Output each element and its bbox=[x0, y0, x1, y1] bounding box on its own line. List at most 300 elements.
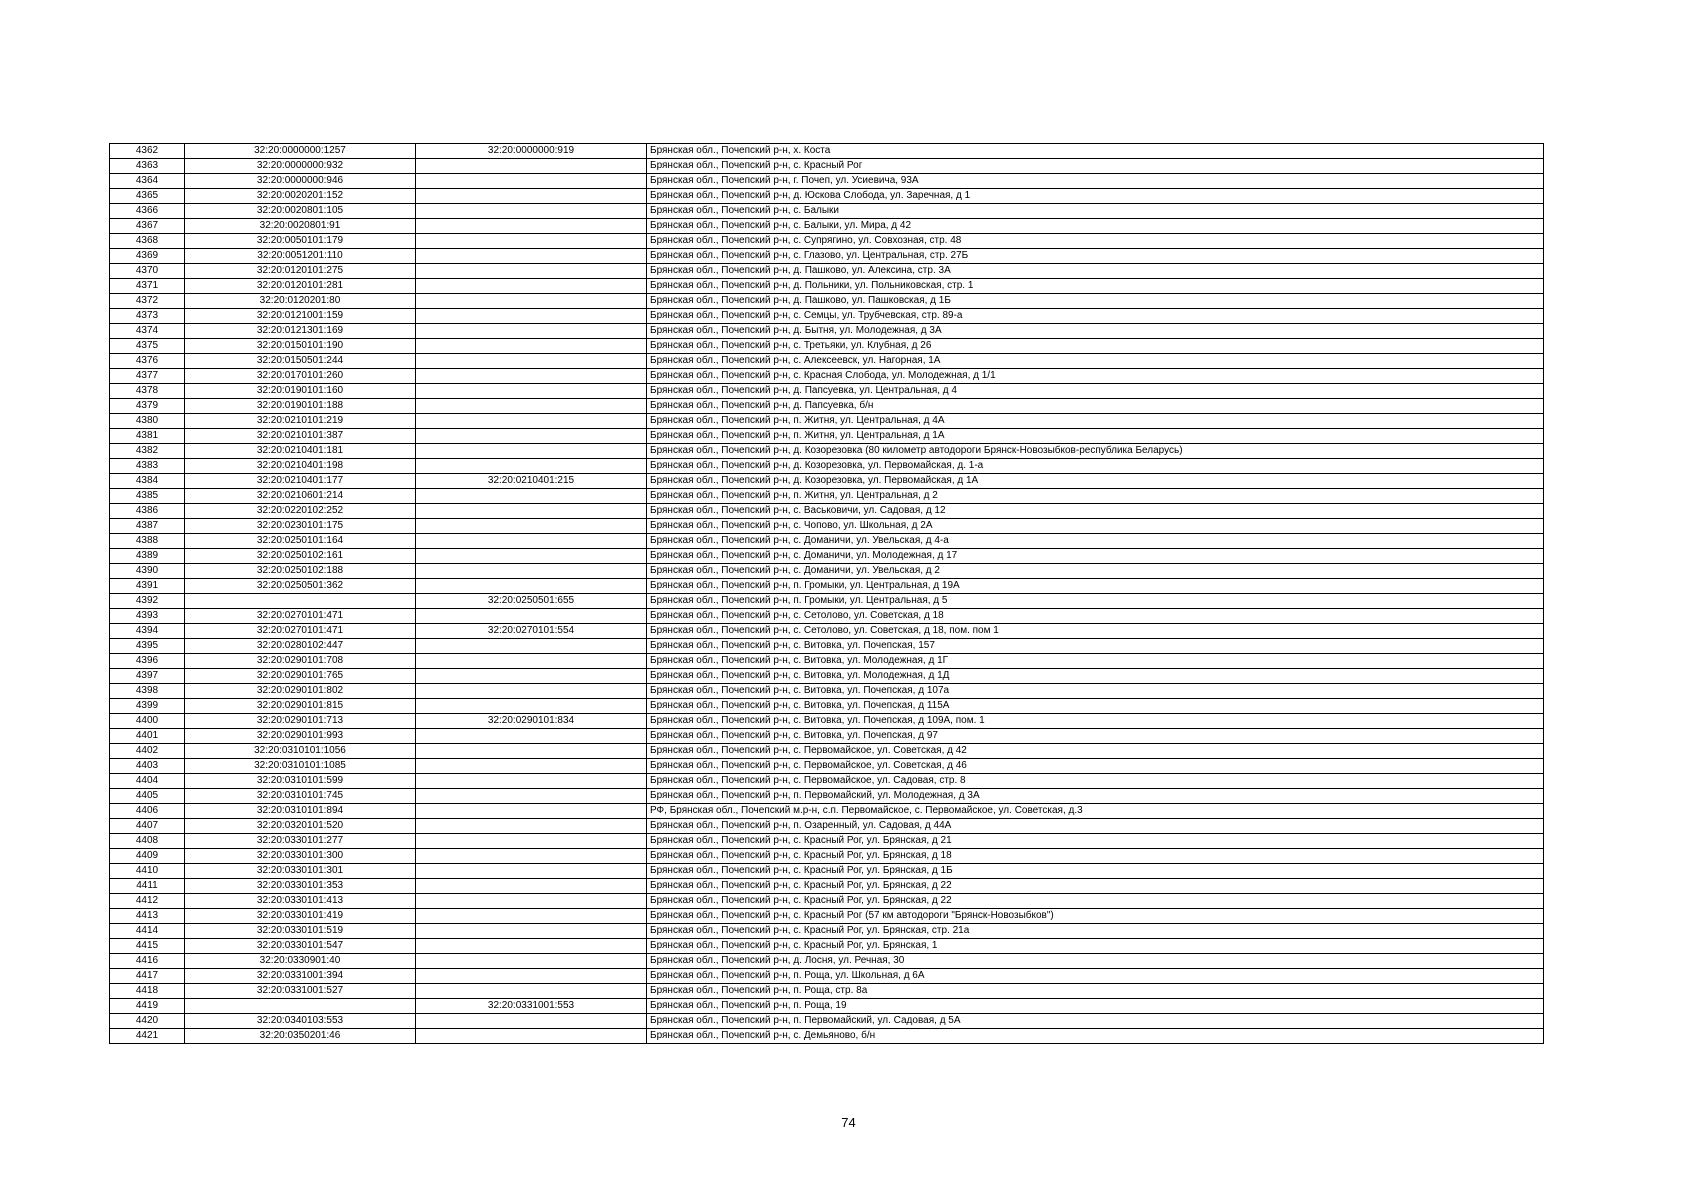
table-row bbox=[110, 489, 1544, 504]
related-cadastral-number-cell bbox=[416, 669, 647, 684]
table-row bbox=[110, 249, 1544, 264]
row-number-cell: 4399 bbox=[110, 699, 185, 714]
row-number-cell: 4394 bbox=[110, 624, 185, 639]
address-cell: Брянская обл., Почепский р-н, с. Доманичи, ул. Молодежная, д 17 bbox=[647, 549, 1544, 564]
related-cadastral-number-cell bbox=[416, 819, 647, 834]
address-cell: Брянская обл., Почепский р-н, с. Красный Рог, ул. Брянская, д 21 bbox=[647, 834, 1544, 849]
cadastral-number-cell: 32:20:0331001:527 bbox=[185, 984, 416, 999]
cadastral-number-cell: 32:20:0330101:277 bbox=[185, 834, 416, 849]
cadastral-number-cell: 32:20:0210401:181 bbox=[185, 444, 416, 459]
address-cell: Брянская обл., Почепский р-н, д. Бытня, ул. Молодежная, д 3А bbox=[647, 324, 1544, 339]
address-cell: Брянская обл., Почепский р-н, с. Третьяки, ул. Клубная, д 26 bbox=[647, 339, 1544, 354]
cadastral-number-cell: 32:20:0330901:40 bbox=[185, 954, 416, 969]
cadastral-number-cell: 32:20:0290101:802 bbox=[185, 684, 416, 699]
cadastral-number-cell: 32:20:0330101:519 bbox=[185, 924, 416, 939]
address-cell: Брянская обл., Почепский р-н, х. Коста bbox=[647, 144, 1544, 159]
row-number-cell: 4403 bbox=[110, 759, 185, 774]
cadastral-number-cell: 32:20:0120101:275 bbox=[185, 264, 416, 279]
address-cell: Брянская обл., Почепский р-н, д. Польники, ул. Польниковская, стр. 1 bbox=[647, 279, 1544, 294]
row-number-cell: 4362 bbox=[110, 144, 185, 159]
row-number-cell: 4363 bbox=[110, 159, 185, 174]
address-cell: РФ, Брянская обл., Почепский м.р-н, с.п. Первомайское, с. Первомайское, ул. Советская, д.3 bbox=[647, 804, 1544, 819]
table-row bbox=[110, 789, 1544, 804]
related-cadastral-number-cell bbox=[416, 429, 647, 444]
table-row bbox=[110, 834, 1544, 849]
cadastral-number-cell: 32:20:0310101:599 bbox=[185, 774, 416, 789]
related-cadastral-number-cell: 32:20:0290101:834 bbox=[416, 714, 647, 729]
table-row bbox=[110, 414, 1544, 429]
related-cadastral-number-cell bbox=[416, 774, 647, 789]
cadastral-number-cell: 32:20:0121001:159 bbox=[185, 309, 416, 324]
table-row bbox=[110, 399, 1544, 414]
related-cadastral-number-cell bbox=[416, 339, 647, 354]
table-row bbox=[110, 654, 1544, 669]
table-row bbox=[110, 234, 1544, 249]
cadastral-number-cell: 32:20:0210101:219 bbox=[185, 414, 416, 429]
row-number-cell: 4369 bbox=[110, 249, 185, 264]
row-number-cell: 4396 bbox=[110, 654, 185, 669]
row-number-cell: 4387 bbox=[110, 519, 185, 534]
cadastral-number-cell: 32:20:0250101:164 bbox=[185, 534, 416, 549]
address-cell: Брянская обл., Почепский р-н, п. Роща, 19 bbox=[647, 999, 1544, 1014]
address-cell: Брянская обл., Почепский р-н, с. Красный Рог, ул. Брянская, д 1Б bbox=[647, 864, 1544, 879]
address-cell: Брянская обл., Почепский р-н, с. Красный Рог, ул. Брянская, стр. 21а bbox=[647, 924, 1544, 939]
cadastral-number-cell: 32:20:0020801:105 bbox=[185, 204, 416, 219]
row-number-cell: 4397 bbox=[110, 669, 185, 684]
related-cadastral-number-cell bbox=[416, 684, 647, 699]
address-cell: Брянская обл., Почепский р-н, п. Озаренный, ул. Садовая, д 44А bbox=[647, 819, 1544, 834]
table-row bbox=[110, 759, 1544, 774]
row-number-cell: 4385 bbox=[110, 489, 185, 504]
cadastral-number-cell: 32:20:0250501:362 bbox=[185, 579, 416, 594]
address-cell: Брянская обл., Почепский р-н, с. Красный Рог, ул. Брянская, д 22 bbox=[647, 879, 1544, 894]
table-row bbox=[110, 819, 1544, 834]
related-cadastral-number-cell bbox=[416, 894, 647, 909]
cadastral-number-cell: 32:20:0280102:447 bbox=[185, 639, 416, 654]
address-cell: Брянская обл., Почепский р-н, д. Козорезовка (80 километр автодороги Брянск-Новозыбков-республика Беларусь) bbox=[647, 444, 1544, 459]
address-cell: Брянская обл., Почепский р-н, с. Первомайское, ул. Советская, д 46 bbox=[647, 759, 1544, 774]
row-number-cell: 4364 bbox=[110, 174, 185, 189]
cadastral-number-cell: 32:20:0331001:394 bbox=[185, 969, 416, 984]
cadastral-number-cell: 32:20:0121301:169 bbox=[185, 324, 416, 339]
address-cell: Брянская обл., Почепский р-н, п. Громыки, ул. Центральная, д 19А bbox=[647, 579, 1544, 594]
table-row bbox=[110, 999, 1544, 1014]
related-cadastral-number-cell: 32:20:0210401:215 bbox=[416, 474, 647, 489]
row-number-cell: 4412 bbox=[110, 894, 185, 909]
table-row bbox=[110, 519, 1544, 534]
table-row bbox=[110, 444, 1544, 459]
address-cell: Брянская обл., Почепский р-н, д. Пашково, ул. Пашковская, д 1Б bbox=[647, 294, 1544, 309]
row-number-cell: 4389 bbox=[110, 549, 185, 564]
cadastral-number-cell: 32:20:0210601:214 bbox=[185, 489, 416, 504]
address-cell: Брянская обл., Почепский р-н, с. Красный Рог, ул. Брянская, д 18 bbox=[647, 849, 1544, 864]
row-number-cell: 4366 bbox=[110, 204, 185, 219]
cadastral-number-cell: 32:20:0000000:1257 bbox=[185, 144, 416, 159]
related-cadastral-number-cell bbox=[416, 519, 647, 534]
related-cadastral-number-cell bbox=[416, 789, 647, 804]
address-cell: Брянская обл., Почепский р-н, с. Красный Рог (57 км автодороги "Брянск-Новозыбков") bbox=[647, 909, 1544, 924]
cadastral-number-cell: 32:20:0210401:198 bbox=[185, 459, 416, 474]
address-cell: Брянская обл., Почепский р-н, с. Балыки, ул. Мира, д 42 bbox=[647, 219, 1544, 234]
related-cadastral-number-cell bbox=[416, 174, 647, 189]
row-number-cell: 4388 bbox=[110, 534, 185, 549]
property-registry-table bbox=[109, 143, 1544, 1044]
row-number-cell: 4411 bbox=[110, 879, 185, 894]
cadastral-number-cell: 32:20:0290101:765 bbox=[185, 669, 416, 684]
cadastral-number-cell: 32:20:0290101:708 bbox=[185, 654, 416, 669]
table-row bbox=[110, 714, 1544, 729]
related-cadastral-number-cell bbox=[416, 369, 647, 384]
address-cell: Брянская обл., Почепский р-н, с. Красный Рог, ул. Брянская, д 22 bbox=[647, 894, 1544, 909]
cadastral-number-cell: 32:20:0330101:413 bbox=[185, 894, 416, 909]
row-number-cell: 4413 bbox=[110, 909, 185, 924]
cadastral-number-cell: 32:20:0210101:387 bbox=[185, 429, 416, 444]
address-cell: Брянская обл., Почепский р-н, д. Козорезовка, ул. Первомайская, д 1А bbox=[647, 474, 1544, 489]
cadastral-number-cell: 32:20:0350201:46 bbox=[185, 1029, 416, 1044]
row-number-cell: 4406 bbox=[110, 804, 185, 819]
related-cadastral-number-cell bbox=[416, 984, 647, 999]
row-number-cell: 4419 bbox=[110, 999, 185, 1014]
row-number-cell: 4409 bbox=[110, 849, 185, 864]
related-cadastral-number-cell bbox=[416, 579, 647, 594]
table-row bbox=[110, 474, 1544, 489]
row-number-cell: 4421 bbox=[110, 1029, 185, 1044]
table-row bbox=[110, 264, 1544, 279]
address-cell: Брянская обл., Почепский р-н, с. Балыки bbox=[647, 204, 1544, 219]
address-cell: Брянская обл., Почепский р-н, п. Громыки, ул. Центральная, д 5 bbox=[647, 594, 1544, 609]
address-cell: Брянская обл., Почепский р-н, с. Глазово, ул. Центральная, стр. 27Б bbox=[647, 249, 1544, 264]
address-cell: Брянская обл., Почепский р-н, с. Витовка, ул. Молодежная, д 1Д bbox=[647, 669, 1544, 684]
cadastral-number-cell: 32:20:0290101:993 bbox=[185, 729, 416, 744]
cadastral-number-cell: 32:20:0210401:177 bbox=[185, 474, 416, 489]
related-cadastral-number-cell bbox=[416, 534, 647, 549]
related-cadastral-number-cell bbox=[416, 744, 647, 759]
table-row bbox=[110, 219, 1544, 234]
cadastral-number-cell: 32:20:0270101:471 bbox=[185, 609, 416, 624]
row-number-cell: 4380 bbox=[110, 414, 185, 429]
related-cadastral-number-cell bbox=[416, 249, 647, 264]
table-row bbox=[110, 534, 1544, 549]
cadastral-number-cell bbox=[185, 594, 416, 609]
address-cell: Брянская обл., Почепский р-н, п. Житня, ул. Центральная, д 1А bbox=[647, 429, 1544, 444]
table-row bbox=[110, 1029, 1544, 1044]
related-cadastral-number-cell bbox=[416, 219, 647, 234]
related-cadastral-number-cell bbox=[416, 189, 647, 204]
related-cadastral-number-cell bbox=[416, 549, 647, 564]
related-cadastral-number-cell bbox=[416, 954, 647, 969]
row-number-cell: 4410 bbox=[110, 864, 185, 879]
row-number-cell: 4375 bbox=[110, 339, 185, 354]
cadastral-number-cell: 32:20:0320101:520 bbox=[185, 819, 416, 834]
cadastral-number-cell: 32:20:0020801:91 bbox=[185, 219, 416, 234]
row-number-cell: 4374 bbox=[110, 324, 185, 339]
related-cadastral-number-cell bbox=[416, 324, 647, 339]
cadastral-number-cell: 32:20:0020201:152 bbox=[185, 189, 416, 204]
cadastral-number-cell: 32:20:0120101:281 bbox=[185, 279, 416, 294]
related-cadastral-number-cell bbox=[416, 279, 647, 294]
related-cadastral-number-cell bbox=[416, 309, 647, 324]
cadastral-number-cell: 32:20:0330101:547 bbox=[185, 939, 416, 954]
address-cell: Брянская обл., Почепский р-н, д. Пашково, ул. Алексина, стр. 3А bbox=[647, 264, 1544, 279]
address-cell: Брянская обл., Почепский р-н, с. Витовка, ул. Почепская, 157 bbox=[647, 639, 1544, 654]
table-row bbox=[110, 774, 1544, 789]
table-row bbox=[110, 459, 1544, 474]
related-cadastral-number-cell bbox=[416, 294, 647, 309]
address-cell: Брянская обл., Почепский р-н, д. Папсуевка, ул. Центральная, д 4 bbox=[647, 384, 1544, 399]
row-number-cell: 4398 bbox=[110, 684, 185, 699]
address-cell: Брянская обл., Почепский р-н, с. Демьяново, б/н bbox=[647, 1029, 1544, 1044]
related-cadastral-number-cell bbox=[416, 729, 647, 744]
table-row bbox=[110, 744, 1544, 759]
related-cadastral-number-cell bbox=[416, 654, 647, 669]
row-number-cell: 4377 bbox=[110, 369, 185, 384]
row-number-cell: 4416 bbox=[110, 954, 185, 969]
row-number-cell: 4395 bbox=[110, 639, 185, 654]
table-row bbox=[110, 609, 1544, 624]
table-row bbox=[110, 144, 1544, 159]
table-row bbox=[110, 189, 1544, 204]
table-row bbox=[110, 909, 1544, 924]
row-number-cell: 4391 bbox=[110, 579, 185, 594]
related-cadastral-number-cell bbox=[416, 1029, 647, 1044]
address-cell: Брянская обл., Почепский р-н, с. Доманичи, ул. Увельская, д 2 bbox=[647, 564, 1544, 579]
row-number-cell: 4392 bbox=[110, 594, 185, 609]
address-cell: Брянская обл., Почепский р-н, п. Житня, ул. Центральная, д 4А bbox=[647, 414, 1544, 429]
row-number-cell: 4368 bbox=[110, 234, 185, 249]
row-number-cell: 4371 bbox=[110, 279, 185, 294]
address-cell: Брянская обл., Почепский р-н, с. Витовка, ул. Почепская, д 115А bbox=[647, 699, 1544, 714]
related-cadastral-number-cell bbox=[416, 804, 647, 819]
row-number-cell: 4383 bbox=[110, 459, 185, 474]
table-row bbox=[110, 564, 1544, 579]
table-row bbox=[110, 849, 1544, 864]
table-row bbox=[110, 804, 1544, 819]
cadastral-number-cell: 32:20:0051201:110 bbox=[185, 249, 416, 264]
cadastral-number-cell: 32:20:0150501:244 bbox=[185, 354, 416, 369]
table-row bbox=[110, 984, 1544, 999]
cadastral-number-cell: 32:20:0310101:745 bbox=[185, 789, 416, 804]
address-cell: Брянская обл., Почепский р-н, с. Сетолово, ул. Советская, д 18 bbox=[647, 609, 1544, 624]
related-cadastral-number-cell bbox=[416, 444, 647, 459]
address-cell: Брянская обл., Почепский р-н, п. Житня, ул. Центральная, д 2 bbox=[647, 489, 1544, 504]
table-row bbox=[110, 354, 1544, 369]
row-number-cell: 4401 bbox=[110, 729, 185, 744]
related-cadastral-number-cell: 32:20:0250501:655 bbox=[416, 594, 647, 609]
table-row bbox=[110, 1014, 1544, 1029]
registry-table-body bbox=[110, 144, 1544, 1044]
table-row bbox=[110, 864, 1544, 879]
related-cadastral-number-cell bbox=[416, 969, 647, 984]
address-cell: Брянская обл., Почепский р-н, п. Первомайский, ул. Молодежная, д 3А bbox=[647, 789, 1544, 804]
cadastral-number-cell: 32:20:0290101:713 bbox=[185, 714, 416, 729]
cadastral-number-cell: 32:20:0250102:188 bbox=[185, 564, 416, 579]
related-cadastral-number-cell bbox=[416, 399, 647, 414]
cadastral-number-cell: 32:20:0310101:894 bbox=[185, 804, 416, 819]
row-number-cell: 4408 bbox=[110, 834, 185, 849]
row-number-cell: 4367 bbox=[110, 219, 185, 234]
cadastral-number-cell: 32:20:0310101:1056 bbox=[185, 744, 416, 759]
table-row bbox=[110, 939, 1544, 954]
related-cadastral-number-cell bbox=[416, 609, 647, 624]
address-cell: Брянская обл., Почепский р-н, с. Витовка, ул. Молодежная, д 1Г bbox=[647, 654, 1544, 669]
related-cadastral-number-cell bbox=[416, 639, 647, 654]
cadastral-number-cell: 32:20:0330101:419 bbox=[185, 909, 416, 924]
related-cadastral-number-cell bbox=[416, 414, 647, 429]
table-row bbox=[110, 729, 1544, 744]
cadastral-number-cell: 32:20:0250102:161 bbox=[185, 549, 416, 564]
address-cell: Брянская обл., Почепский р-н, с. Витовка, ул. Почепская, д 109А, пом. 1 bbox=[647, 714, 1544, 729]
address-cell: Брянская обл., Почепский р-н, п. Роща, стр. 8а bbox=[647, 984, 1544, 999]
cadastral-number-cell: 32:20:0190101:188 bbox=[185, 399, 416, 414]
table-row bbox=[110, 684, 1544, 699]
table-row bbox=[110, 699, 1544, 714]
related-cadastral-number-cell bbox=[416, 489, 647, 504]
related-cadastral-number-cell bbox=[416, 264, 647, 279]
table-row bbox=[110, 204, 1544, 219]
cadastral-number-cell: 32:20:0000000:932 bbox=[185, 159, 416, 174]
cadastral-number-cell: 32:20:0000000:946 bbox=[185, 174, 416, 189]
table-row bbox=[110, 879, 1544, 894]
table-row bbox=[110, 369, 1544, 384]
table-row bbox=[110, 309, 1544, 324]
row-number-cell: 4400 bbox=[110, 714, 185, 729]
related-cadastral-number-cell bbox=[416, 564, 647, 579]
row-number-cell: 4382 bbox=[110, 444, 185, 459]
row-number-cell: 4365 bbox=[110, 189, 185, 204]
table-row bbox=[110, 549, 1544, 564]
table-row bbox=[110, 954, 1544, 969]
row-number-cell: 4418 bbox=[110, 984, 185, 999]
row-number-cell: 4381 bbox=[110, 429, 185, 444]
cadastral-number-cell: 32:20:0220102:252 bbox=[185, 504, 416, 519]
table-row bbox=[110, 294, 1544, 309]
table-row bbox=[110, 159, 1544, 174]
related-cadastral-number-cell bbox=[416, 759, 647, 774]
address-cell: Брянская обл., Почепский р-н, д. Юскова Слобода, ул. Заречная, д 1 bbox=[647, 189, 1544, 204]
row-number-cell: 4393 bbox=[110, 609, 185, 624]
related-cadastral-number-cell: 32:20:0270101:554 bbox=[416, 624, 647, 639]
cadastral-number-cell: 32:20:0330101:300 bbox=[185, 849, 416, 864]
row-number-cell: 4373 bbox=[110, 309, 185, 324]
table-row bbox=[110, 669, 1544, 684]
row-number-cell: 4379 bbox=[110, 399, 185, 414]
row-number-cell: 4376 bbox=[110, 354, 185, 369]
cadastral-number-cell: 32:20:0330101:301 bbox=[185, 864, 416, 879]
table-row bbox=[110, 894, 1544, 909]
address-cell: Брянская обл., Почепский р-н, с. Первомайское, ул. Советская, д 42 bbox=[647, 744, 1544, 759]
page-number: 74 bbox=[841, 1115, 856, 1130]
address-cell: Брянская обл., Почепский р-н, с. Витовка, ул. Почепская, д 107а bbox=[647, 684, 1544, 699]
row-number-cell: 4378 bbox=[110, 384, 185, 399]
address-cell: Брянская обл., Почепский р-н, с. Семцы, ул. Трубчевская, стр. 89-а bbox=[647, 309, 1544, 324]
row-number-cell: 4405 bbox=[110, 789, 185, 804]
related-cadastral-number-cell bbox=[416, 879, 647, 894]
address-cell: Брянская обл., Почепский р-н, с. Витовка, ул. Почепская, д 97 bbox=[647, 729, 1544, 744]
cadastral-number-cell: 32:20:0050101:179 bbox=[185, 234, 416, 249]
table-row bbox=[110, 279, 1544, 294]
cadastral-number-cell: 32:20:0120201:80 bbox=[185, 294, 416, 309]
table-row bbox=[110, 384, 1544, 399]
address-cell: Брянская обл., Почепский р-н, с. Супрягино, ул. Совхозная, стр. 48 bbox=[647, 234, 1544, 249]
cadastral-number-cell: 32:20:0150101:190 bbox=[185, 339, 416, 354]
address-cell: Брянская обл., Почепский р-н, с. Сетолово, ул. Советская, д 18, пом. пом 1 bbox=[647, 624, 1544, 639]
related-cadastral-number-cell bbox=[416, 849, 647, 864]
related-cadastral-number-cell bbox=[416, 1014, 647, 1029]
table-row bbox=[110, 594, 1544, 609]
related-cadastral-number-cell bbox=[416, 834, 647, 849]
table-row bbox=[110, 324, 1544, 339]
address-cell: Брянская обл., Почепский р-н, п. Роща, ул. Школьная, д 6А bbox=[647, 969, 1544, 984]
related-cadastral-number-cell bbox=[416, 204, 647, 219]
address-cell: Брянская обл., Почепский р-н, д. Папсуевка, б/н bbox=[647, 399, 1544, 414]
row-number-cell: 4370 bbox=[110, 264, 185, 279]
address-cell: Брянская обл., Почепский р-н, с. Чопово, ул. Школьная, д 2А bbox=[647, 519, 1544, 534]
row-number-cell: 4390 bbox=[110, 564, 185, 579]
cadastral-number-cell: 32:20:0170101:260 bbox=[185, 369, 416, 384]
row-number-cell: 4407 bbox=[110, 819, 185, 834]
row-number-cell: 4372 bbox=[110, 294, 185, 309]
related-cadastral-number-cell bbox=[416, 384, 647, 399]
related-cadastral-number-cell bbox=[416, 354, 647, 369]
related-cadastral-number-cell bbox=[416, 234, 647, 249]
address-cell: Брянская обл., Почепский р-н, с. Васьковичи, ул. Садовая, д 12 bbox=[647, 504, 1544, 519]
address-cell: Брянская обл., Почепский р-н, с. Красный Рог, ул. Брянская, 1 bbox=[647, 939, 1544, 954]
related-cadastral-number-cell bbox=[416, 699, 647, 714]
address-cell: Брянская обл., Почепский р-н, д. Козорезовка, ул. Первомайская, д. 1-а bbox=[647, 459, 1544, 474]
related-cadastral-number-cell bbox=[416, 504, 647, 519]
row-number-cell: 4404 bbox=[110, 774, 185, 789]
address-cell: Брянская обл., Почепский р-н, с. Первомайское, ул. Садовая, стр. 8 bbox=[647, 774, 1544, 789]
row-number-cell: 4417 bbox=[110, 969, 185, 984]
related-cadastral-number-cell bbox=[416, 924, 647, 939]
table-row bbox=[110, 579, 1544, 594]
related-cadastral-number-cell bbox=[416, 159, 647, 174]
row-number-cell: 4420 bbox=[110, 1014, 185, 1029]
related-cadastral-number-cell bbox=[416, 864, 647, 879]
table-row bbox=[110, 624, 1544, 639]
cadastral-number-cell: 32:20:0340103:553 bbox=[185, 1014, 416, 1029]
address-cell: Брянская обл., Почепский р-н, с. Алексеевск, ул. Нагорная, 1А bbox=[647, 354, 1544, 369]
row-number-cell: 4386 bbox=[110, 504, 185, 519]
address-cell: Брянская обл., Почепский р-н, д. Лосня, ул. Речная, 30 bbox=[647, 954, 1544, 969]
address-cell: Брянская обл., Почепский р-н, п. Первомайский, ул. Садовая, д 5А bbox=[647, 1014, 1544, 1029]
table-row bbox=[110, 639, 1544, 654]
cadastral-number-cell bbox=[185, 999, 416, 1014]
cadastral-number-cell: 32:20:0190101:160 bbox=[185, 384, 416, 399]
address-cell: Брянская обл., Почепский р-н, с. Красная Слобода, ул. Молодежная, д 1/1 bbox=[647, 369, 1544, 384]
related-cadastral-number-cell bbox=[416, 939, 647, 954]
table-row bbox=[110, 339, 1544, 354]
row-number-cell: 4414 bbox=[110, 924, 185, 939]
table-row bbox=[110, 504, 1544, 519]
row-number-cell: 4384 bbox=[110, 474, 185, 489]
cadastral-number-cell: 32:20:0310101:1085 bbox=[185, 759, 416, 774]
address-cell: Брянская обл., Почепский р-н, г. Почеп, ул. Усиевича, 93А bbox=[647, 174, 1544, 189]
table-row bbox=[110, 924, 1544, 939]
cadastral-number-cell: 32:20:0330101:353 bbox=[185, 879, 416, 894]
related-cadastral-number-cell: 32:20:0331001:553 bbox=[416, 999, 647, 1014]
table-row bbox=[110, 174, 1544, 189]
cadastral-number-cell: 32:20:0270101:471 bbox=[185, 624, 416, 639]
table-row bbox=[110, 969, 1544, 984]
related-cadastral-number-cell: 32:20:0000000:919 bbox=[416, 144, 647, 159]
table-row bbox=[110, 429, 1544, 444]
address-cell: Брянская обл., Почепский р-н, с. Красный Рог bbox=[647, 159, 1544, 174]
cadastral-number-cell: 32:20:0290101:815 bbox=[185, 699, 416, 714]
address-cell: Брянская обл., Почепский р-н, с. Доманичи, ул. Увельская, д 4-а bbox=[647, 534, 1544, 549]
row-number-cell: 4415 bbox=[110, 939, 185, 954]
cadastral-number-cell: 32:20:0230101:175 bbox=[185, 519, 416, 534]
